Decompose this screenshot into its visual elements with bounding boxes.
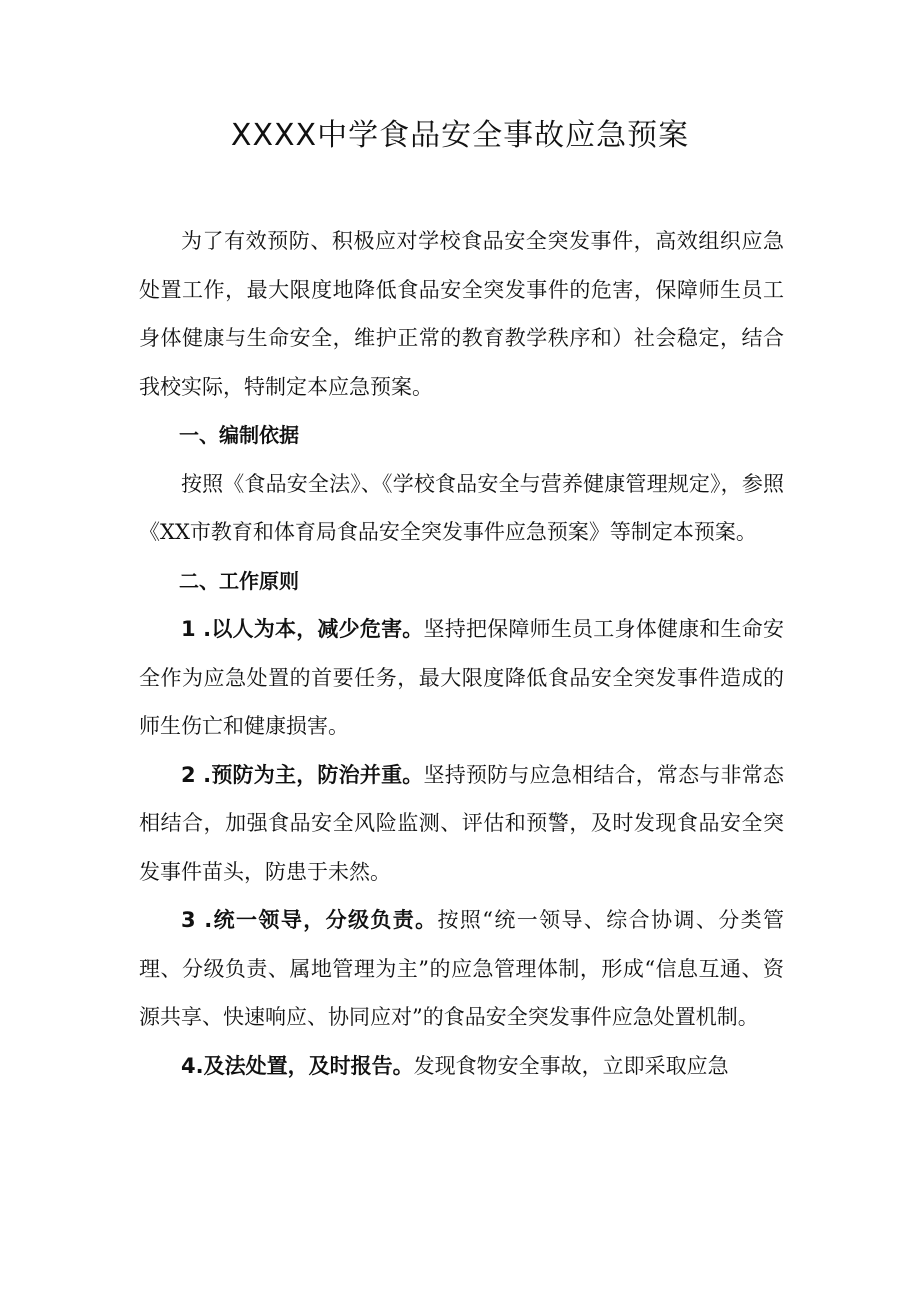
principle-text: 按照“统一领导、综合协调、分类管理、分级负责、属地管理为主”的应急管理体制，形成“信息互通、资源共享、快速响应、协同应对”的食品安全突发事件应急处置机制。 <box>139 908 784 1029</box>
document-body <box>139 217 784 1090</box>
principle-text: 坚持把保障师生员工身体健康和生命安全作为应急处置的首要任务，最大限度降低食品安全突发事件造成的师生伤亡和健康损害。 <box>139 617 784 738</box>
principle-item <box>139 1042 784 1091</box>
section-heading-basis: 一、编制依据 <box>179 423 299 447</box>
intro-paragraph: 为了有效预防、积极应对学校食品安全突发事件，高效组织应急处置工作，最大限度地降低食品安全突发事件的危害，保障师生员工身体健康与生命安全，维护正常的教育教学秩序和）社会稳定，结合我校实际，特制定本应急预案。 <box>139 229 784 399</box>
section-basis-text: 按照《食品安全法》、《学校食品安全与营养健康管理规定》，参照《XX市教育和体育局食品安全突发事件应急预案》等制定本预案。 <box>139 471 784 544</box>
principle-lead: 4.及法处置，及时报告。 <box>181 1053 414 1078</box>
principle-text: 发现食物安全事故，立即采取应急 <box>413 1053 729 1078</box>
principle-item <box>139 605 784 751</box>
principle-text: 坚持预防与应急相结合，常态与非常态相结合，加强食品安全风险监测、评估和预警，及时发现食品安全突发事件苗头，防患于未然。 <box>139 762 784 884</box>
document-title: XXXX中学食品安全事故应急预案 <box>230 118 690 153</box>
section-heading-principles: 二、工作原则 <box>179 568 299 593</box>
principle-lead: 1 .以人为本，减少危害。 <box>181 617 424 641</box>
principle-item <box>139 751 784 897</box>
principle-item <box>139 896 784 1042</box>
principle-lead: 3 .统一领导，分级负责。 <box>181 908 438 932</box>
principle-lead: 2 .预防为主，防治并重。 <box>181 762 424 787</box>
